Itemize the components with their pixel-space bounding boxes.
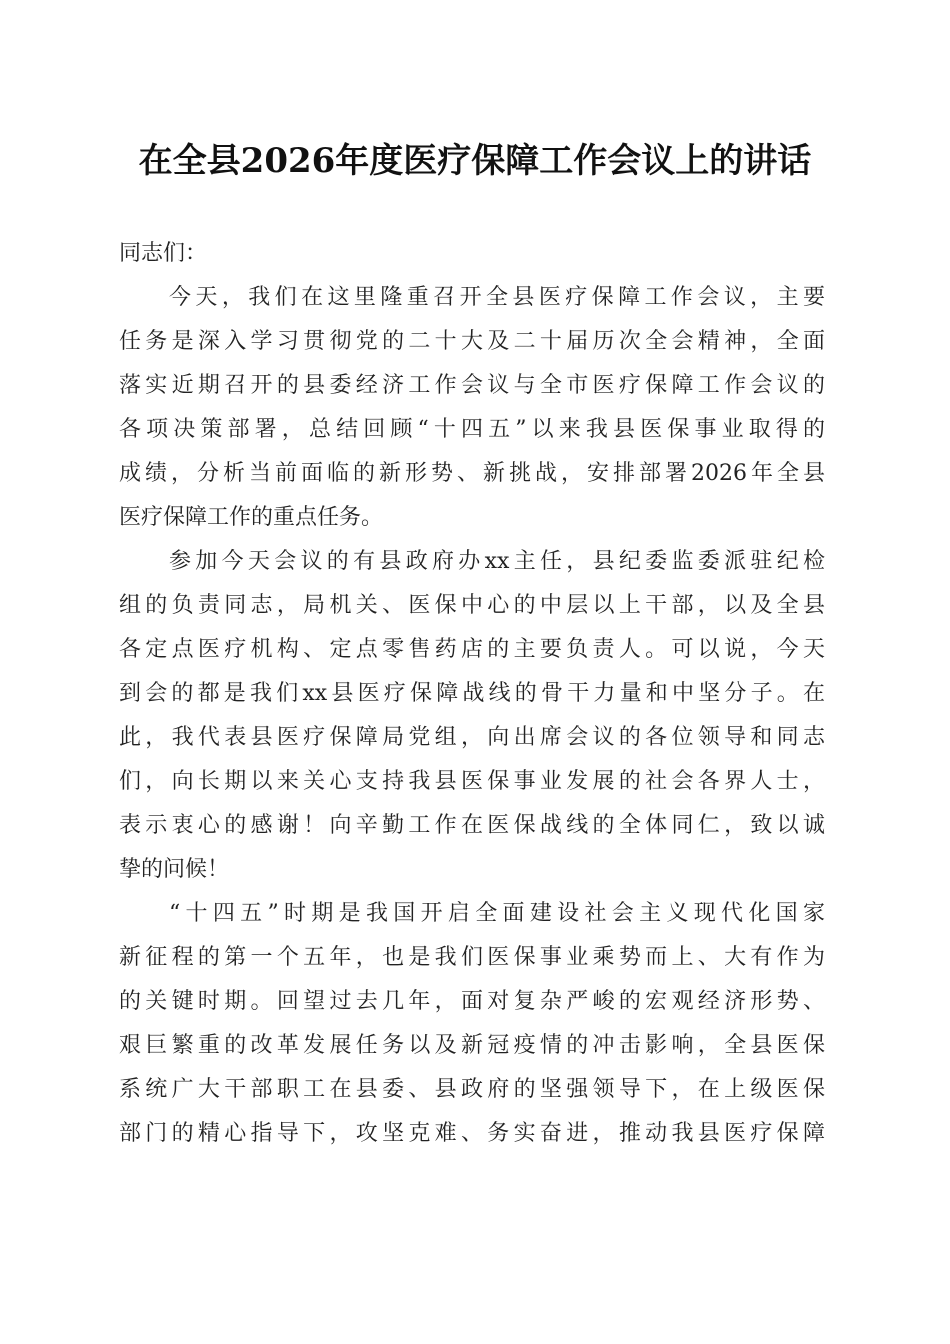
- paragraph-line: 医疗保障工作的重点任务。: [119, 505, 384, 530]
- paragraph-line: 到会的都是我们xx县医疗保障战线的骨干力量和中坚分子。在: [119, 681, 825, 706]
- paragraph-line: 的关键时期。回望过去几年，面对复杂严峻的宏观经济形势、: [119, 989, 825, 1014]
- paragraph-line: 艰巨繁重的改革发展任务以及新冠疫情的冲击影响，全县医保: [119, 1033, 825, 1058]
- document-title: 在全县2026年度医疗保障工作会议上的讲话: [138, 141, 812, 181]
- paragraph-line: 挚的问候！: [119, 857, 230, 882]
- paragraph-line: 各项决策部署，总结回顾“十四五”以来我县医保事业取得的: [119, 417, 825, 442]
- paragraph-line: “十四五”时期是我国开启全面建设社会主义现代化国家: [169, 901, 825, 926]
- paragraph-line: 成绩，分析当前面临的新形势、新挑战，安排部署2026年全县: [119, 461, 825, 486]
- paragraph-line: 们，向长期以来关心支持我县医保事业发展的社会各界人士，: [119, 769, 825, 794]
- paragraph-line: 任务是深入学习贯彻党的二十大及二十届历次全会精神，全面: [119, 329, 825, 354]
- greeting: 同志们：: [119, 241, 208, 266]
- paragraph-line: 各定点医疗机构、定点零售药店的主要负责人。可以说，今天: [119, 637, 825, 662]
- paragraph-1: [119, 276, 825, 540]
- paragraph-line: 此，我代表县医疗保障局党组，向出席会议的各位领导和同志: [119, 725, 825, 750]
- paragraph-3: [119, 892, 825, 1156]
- paragraph-line: 今天，我们在这里隆重召开全县医疗保障工作会议，主要: [169, 285, 825, 310]
- paragraph-line: 表示衷心的感谢！向辛勤工作在医保战线的全体同仁，致以诚: [119, 813, 825, 838]
- paragraph-2: [119, 540, 825, 892]
- paragraph-line: 参加今天会议的有县政府办xx主任，县纪委监委派驻纪检: [169, 549, 825, 574]
- document-body: [119, 232, 825, 1156]
- paragraph-line: 系统广大干部职工在县委、县政府的坚强领导下，在上级医保: [119, 1077, 825, 1102]
- paragraph-line: 新征程的第一个五年，也是我们医保事业乘势而上、大有作为: [119, 945, 825, 970]
- paragraph-line: 组的负责同志，局机关、医保中心的中层以上干部，以及全县: [119, 593, 825, 618]
- paragraph-line: 部门的精心指导下，攻坚克难、务实奋进，推动我县医疗保障: [119, 1121, 825, 1146]
- paragraph-line: 落实近期召开的县委经济工作会议与全市医疗保障工作会议的: [119, 373, 825, 398]
